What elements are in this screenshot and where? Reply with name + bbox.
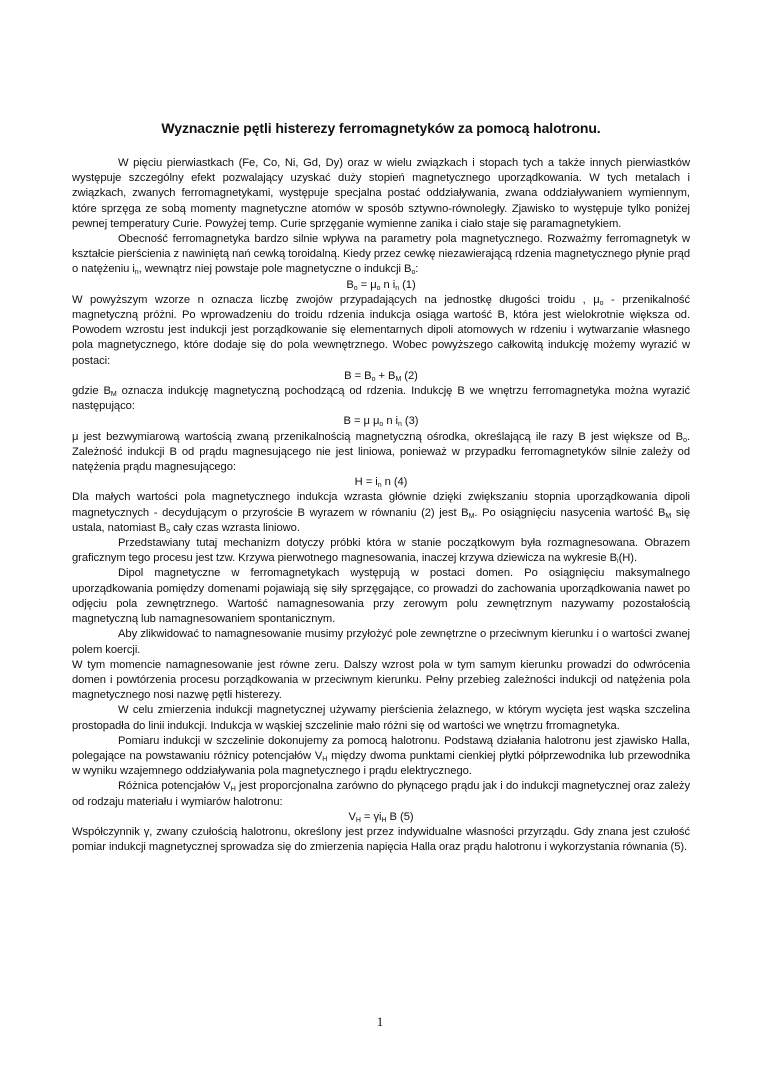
paragraph bbox=[72, 293, 690, 369]
subscript: o bbox=[683, 436, 687, 444]
text-run: H = i bbox=[354, 476, 378, 489]
text-run: μ jest bezwymiarową wartością zwaną przenikalnością magnetyczną ośrodka, określającą ile razy B jest większe od B bbox=[72, 430, 684, 443]
text-run: . Po osiągnięciu nasycenia wartość B bbox=[474, 506, 666, 519]
text-run: = γi bbox=[360, 810, 382, 823]
subscript: o bbox=[371, 375, 376, 383]
paragraph bbox=[72, 627, 690, 657]
subscript: o bbox=[379, 421, 384, 429]
paragraph bbox=[72, 384, 690, 414]
subscript: M bbox=[395, 375, 402, 383]
text-run: : bbox=[415, 263, 419, 276]
equation bbox=[72, 475, 690, 490]
paragraph bbox=[72, 232, 690, 278]
paragraph bbox=[72, 734, 690, 780]
text-run: Obecność ferromagnetyka bardzo silnie wpływa na parametry pola magnetycznego. Rozważmy ferromagnetyk w kształcie pierścienia z nawiniętą nań cewką toroidalną. Kiedy przez cewkę niezawierającą rdzenia magnetycznego płynie prąd o natężeniu i bbox=[72, 233, 690, 276]
text-run: - przenikalność magnetyczną próżni. Po wprowadzeniu do troidu rdzenia indukcja osiąga wartość B, która jest wielokrotnie większa od. Powodem wzrostu jest indukcji jest porządkowanie się elementarnych dipoli atomowych w rdzeniu i wytwarzanie własnego pola magnetycznego, które dodaje się do pola wewnętrznego. Wobec powyższego całkowitą indukcję możemy wyrazić w postaci: bbox=[72, 293, 691, 367]
text-run: Współczynnik γ, zwany czułością halotronu, określony jest przez indywidualne własności przyrządu. Gdy znana jest czułość pomiar indukcji magnetycznej sprowadza się do zmierzenia napięcia Halla oraz prądu halotronu i wykorzystania równania (5). bbox=[72, 825, 690, 854]
paragraph bbox=[72, 430, 690, 476]
text-run: cały czas wzrasta liniowo. bbox=[170, 521, 300, 534]
text-run: W celu zmierzenia indukcji magnetycznej używamy pierścienia żelaznego, w którym wycięta jest wąska szczelina prostopadła do linii indukcji. Indukcja w wąskiej szczelinie mało różni się od wartości we wnętrzu frromagnetyka. bbox=[72, 704, 690, 732]
text-run: = μ bbox=[357, 278, 377, 291]
text-run: W pięciu pierwiastkach (Fe, Co, Ni, Gd, Dy) oraz w wielu związkach i stopach tych a także innych pierwiastków występuje szczególny efekt pozwalający uzyskać duży stopień magnetycznego uporządkowania. W tych metalach i związkach, zwanych ferromagnetykami, występuje specjalna postać oddziaływania, zwana oddziaływaniem wymiennym, które sprzęga ze sobą momenty magnetyczne atomów w sposób sztywno-równoległy. Zjawisko to występuje tylko poniżej pewnej temperatury Curie. Powyżej temp. Curie sprzęganie wymienne zanika i ciało staje się paramagnetykiem. bbox=[72, 157, 690, 230]
text-run: B (5) bbox=[386, 810, 414, 823]
subscript: n bbox=[134, 269, 139, 277]
subscript: o bbox=[166, 527, 171, 535]
equation bbox=[72, 414, 690, 429]
subscript: i bbox=[617, 558, 619, 566]
text-run: Różnica potencjałów V bbox=[118, 780, 231, 793]
text-run: B = B bbox=[344, 369, 372, 382]
text-run: W powyższym wzorze n oznacza liczbę zwojów przypadających na jednostkę długości troidu , μ bbox=[72, 293, 600, 306]
subscript: H bbox=[381, 816, 387, 824]
text-run: (2) bbox=[401, 369, 418, 382]
subscript: n bbox=[398, 421, 402, 429]
equation bbox=[72, 810, 690, 825]
equation bbox=[72, 369, 690, 384]
paragraph bbox=[72, 536, 690, 566]
paragraph bbox=[72, 779, 690, 809]
text-run: (1) bbox=[399, 278, 416, 291]
text-run: . Zależność indukcji B od prądu magnesującego nie jest liniowa, ponieważ w przypadku ferromagnetyków silnie zależy od natężenia prądu magnesującego: bbox=[72, 430, 690, 474]
subscript: M bbox=[110, 391, 117, 399]
text-run: między dwoma punktami cienkiej płytki półprzewodnika lub przewodnika w wyniku wzajemnego oddziaływania pola magnetycznego i prądu elektrycznego. bbox=[72, 749, 690, 778]
text-run: n i bbox=[383, 415, 398, 428]
subscript: o bbox=[376, 284, 381, 292]
document-body bbox=[72, 156, 690, 855]
paragraph bbox=[72, 703, 690, 733]
subscript: M bbox=[665, 512, 672, 520]
text-run: Dla małych wartości pola magnetycznego indukcja wzrasta głównie dzięki zwiększaniu stopnia uporządkowania dipoli magnetycznych - decydującym o przyroście B wyrazem w równaniu (2) jest B bbox=[72, 491, 690, 519]
paragraph bbox=[72, 825, 690, 855]
text-run: + B bbox=[375, 369, 396, 382]
subscript: H bbox=[322, 755, 328, 763]
text-run: n (4) bbox=[381, 476, 408, 489]
subscript: o bbox=[353, 284, 358, 292]
equation bbox=[72, 278, 690, 293]
subscript: H bbox=[230, 786, 236, 794]
subscript: n bbox=[395, 284, 400, 292]
paragraph bbox=[72, 658, 690, 704]
subscript: o bbox=[599, 299, 604, 307]
text-run: W tym momencie namagnesowanie jest równe zeru. Dalszy wzrost pola w tym samym kierunku prowadzi do odwrócenia domen i powtórzenia procesu porządkowania w przeciwnym kierunku. Pełny przebieg zależności indukcji od natężenia pola magnetycznego nosi nazwę pętli histerezy. bbox=[72, 658, 690, 702]
text-run: Pomiaru indukcji w szczelinie dokonujemy za pomocą halotronu. Podstawą działania halotronu jest zjawisko Halla, polegające na powstawaniu różnicy potencjałów V bbox=[72, 734, 690, 762]
text-run: (3) bbox=[401, 415, 419, 428]
text-run: (H). bbox=[618, 552, 638, 565]
text-run: Dipol magnetyczne w ferromagnetykach występują w postaci domen. Po osiągnięciu maksymalnego uporządkowania pomiędzy domenami pojawiają się siły sprzęgające, co prowadzi do zachowania uporządkowania nawet po odjęciu pola zewnętrznego. Wartość namagnesowania przy zerowym polu zewnętrznym nazywamy pozostałością magnetyczną lub namagnesowaniem spontanicznym. bbox=[72, 567, 690, 626]
paragraph bbox=[72, 156, 690, 232]
paragraph bbox=[72, 566, 690, 627]
text-run: B = μ μ bbox=[343, 415, 380, 428]
text-run: się ustala, natomiast B bbox=[72, 506, 690, 534]
subscript: H bbox=[355, 816, 361, 824]
text-run: jest proporcjonalna zarówno do płynącego prądu jak i do indukcji magnetycznej oraz zależy od rodzaju materiału i wymiarów halotronu: bbox=[72, 780, 690, 808]
text-run: Przedstawiany tutaj mechanizm dotyczy próbki która w stanie początkowym była rozmagnesowana. Obrazem graficznym tego procesu jest tzw. Krzywa pierwotnego magnesowania, inaczej krzywa dziewicza na wykresie B bbox=[72, 537, 690, 565]
text-run: B bbox=[346, 278, 354, 291]
text-run: V bbox=[348, 810, 356, 823]
text-run: gdzie B bbox=[72, 385, 111, 398]
text-run: oznacza indukcję magnetyczną pochodzącą od rdzenia. Indukcję B we wnętrzu ferromagnetyka można wyrazić następująco: bbox=[72, 385, 690, 413]
document-title: Wyznacznie pętli histerezy ferromagnetyków za pomocą halotronu. bbox=[161, 120, 601, 136]
page-number: 1 bbox=[376, 1014, 384, 1029]
subscript: n bbox=[377, 482, 382, 490]
text-run: Aby zlikwidować to namagnesowanie musimy przyłożyć pole zewnętrzne o przeciwnym kierunku i o wartości zwanej polem koercji. bbox=[72, 628, 690, 656]
text-run: , wewnątrz niej powstaje pole magnetyczne o indukcji B bbox=[138, 263, 412, 276]
text-run: n i bbox=[380, 278, 396, 291]
subscript: o bbox=[411, 269, 416, 277]
paragraph bbox=[72, 490, 690, 536]
subscript: M bbox=[468, 512, 475, 520]
